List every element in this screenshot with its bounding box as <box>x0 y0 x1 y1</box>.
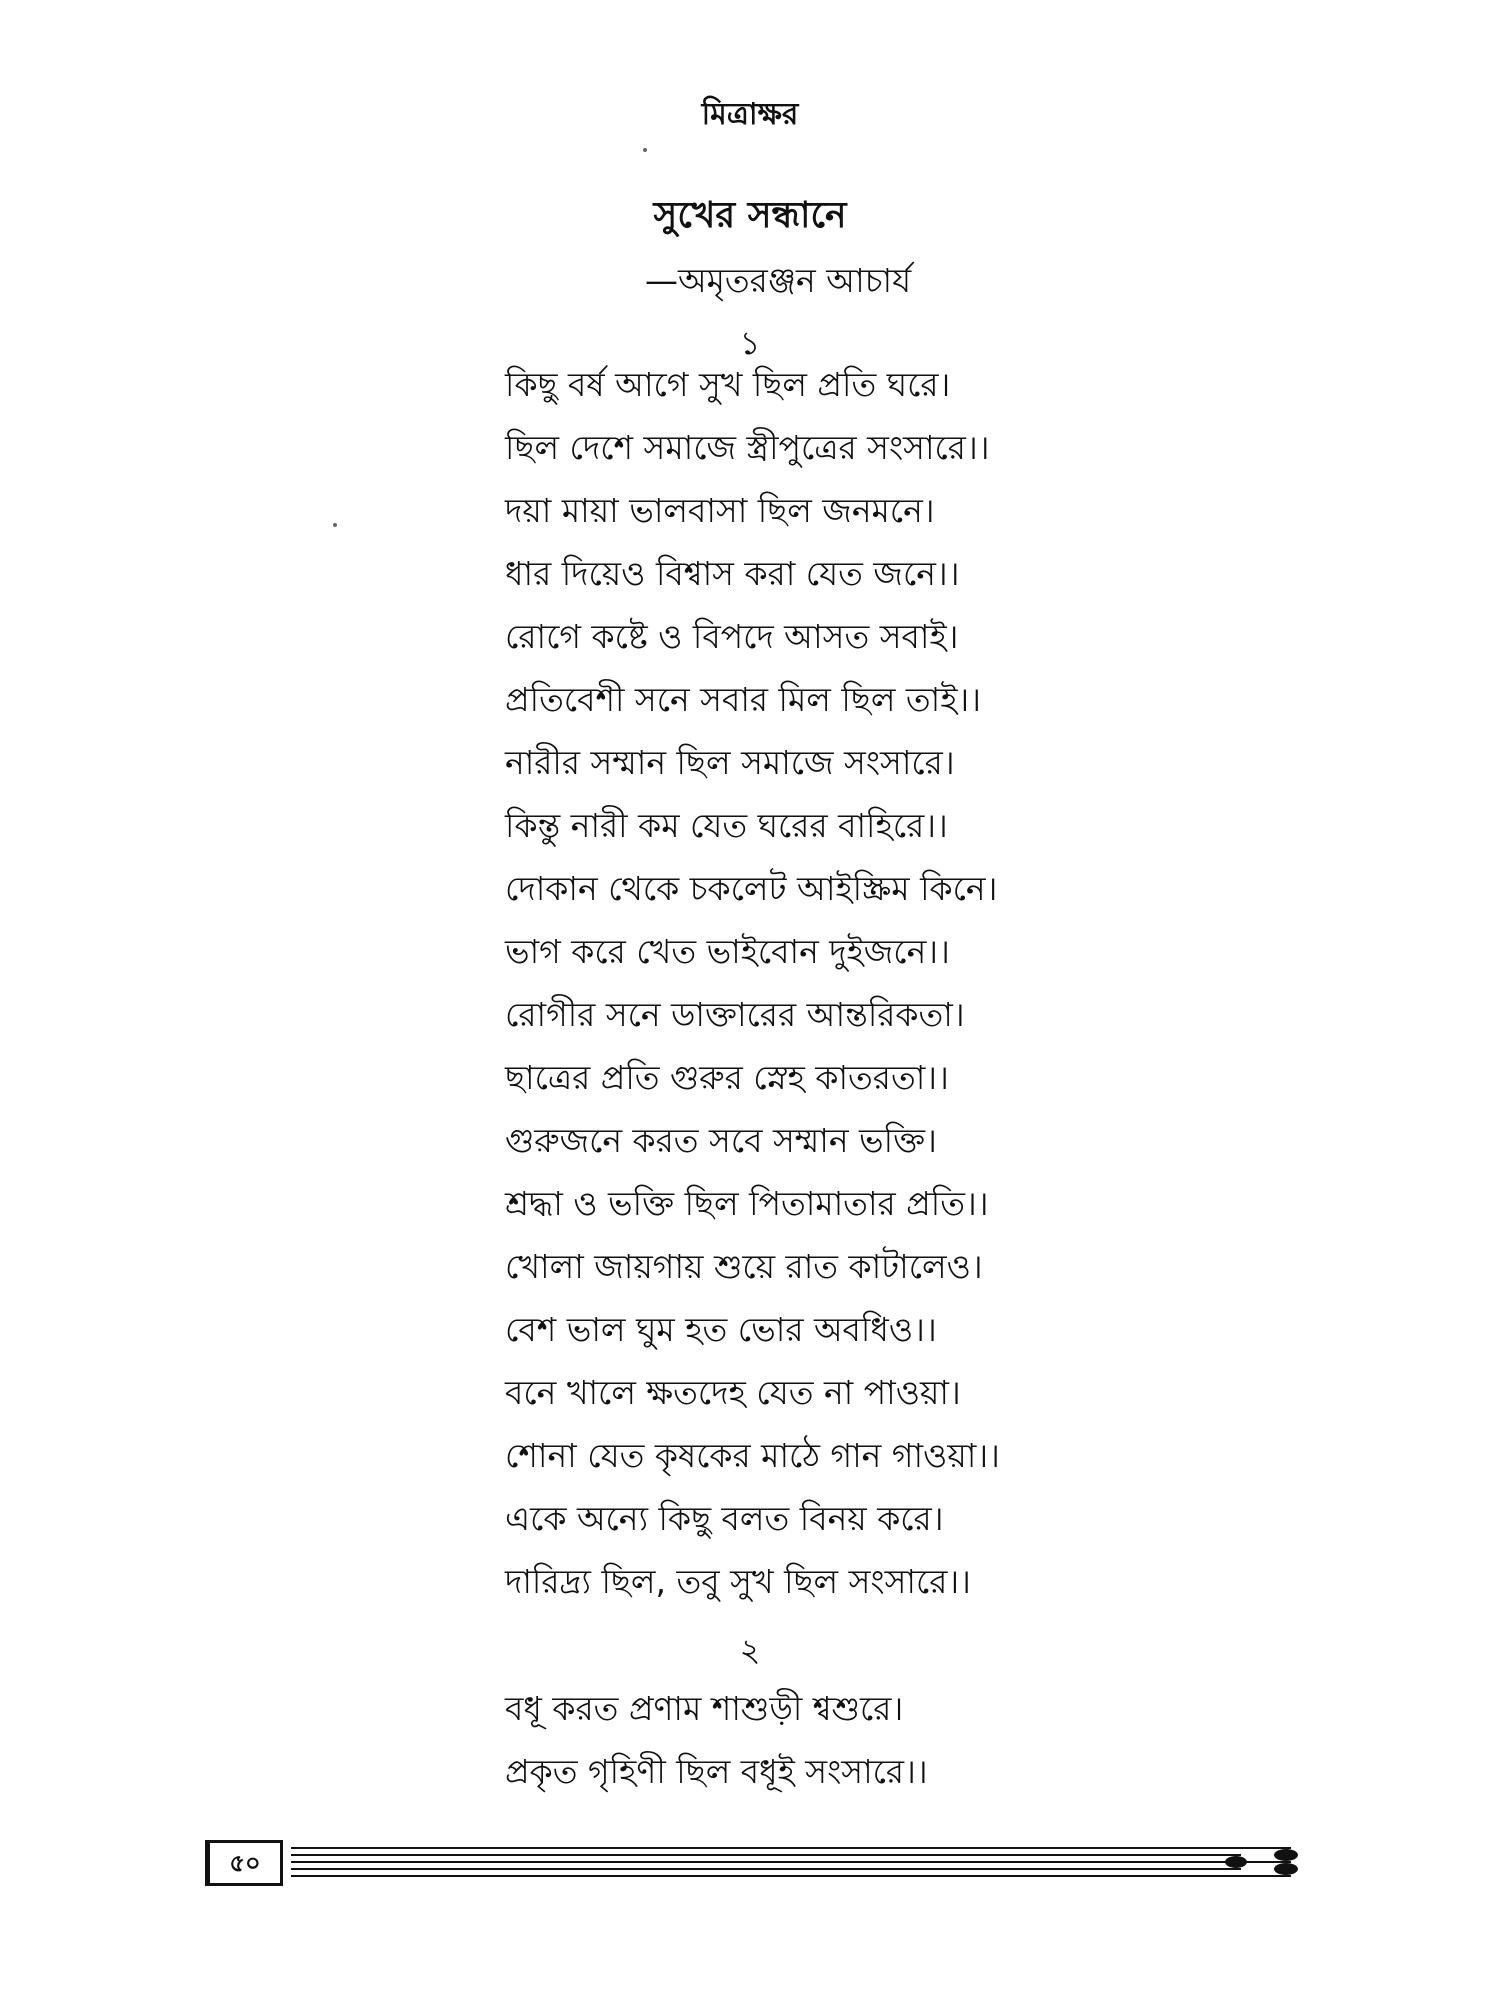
verse-line: বধূ করত প্রণাম শাশুড়ী শ্বশুরে। <box>505 1689 904 1728</box>
poem-title: সুখের সন্ধানে <box>653 195 847 236</box>
verse-line: কিন্তু নারী কম যেত ঘরের বাহিরে।। <box>505 806 948 845</box>
speck <box>333 523 337 527</box>
verse-line: দোকান থেকে চকলেট আইস্ক্রিম কিনে। <box>505 869 998 908</box>
section-number-1: ১ <box>739 324 761 362</box>
verse-line: দারিদ্র্য ছিল, তবু সুখ ছিল সংসারে।। <box>505 1562 971 1601</box>
page-footer <box>205 1840 1305 1900</box>
verse-line: বনে খালে ক্ষতদেহ যেত না পাওয়া। <box>505 1373 961 1412</box>
verse-line: একে অন্যে কিছু বলত বিনয় করে। <box>505 1499 944 1538</box>
section-number-2: ২ <box>739 1631 761 1669</box>
verse-line: প্রতিবেশী সনে সবার মিল ছিল তাই।। <box>505 680 981 719</box>
verse-line: ভাগ করে খেত ভাইবোন দুইজনে।। <box>505 932 950 971</box>
verse-line: শ্রদ্ধা ও ভক্তি ছিল পিতামাতার প্রতি।। <box>505 1184 989 1223</box>
verse-line: কিছু বর্ষ আগে সুখ ছিল প্রতি ঘরে। <box>505 365 951 404</box>
verse-line: ছাত্রের প্রতি গুরুর স্নেহ কাতরতা।। <box>505 1058 949 1097</box>
verse-section-1 <box>505 353 1405 1613</box>
running-header: মিত্রাক্ষর <box>701 97 799 132</box>
verse-line: রোগীর সনে ডাক্তারের আন্তরিকতা। <box>505 995 965 1034</box>
verse-line: প্রকৃত গৃহিণী ছিল বধূই সংসারে।। <box>505 1752 928 1791</box>
verse-line: গুরুজনে করত সবে সম্মান ভক্তি। <box>505 1121 937 1160</box>
verse-line: দয়া মায়া ভালবাসা ছিল জনমনে। <box>505 491 935 530</box>
verse-line: ধার দিয়েও বিশ্বাস করা যেত জনে।। <box>505 554 960 593</box>
speck <box>643 148 647 152</box>
verse-line: রোগে কষ্টে ও বিপদে আসত সবাই। <box>505 617 959 656</box>
verse-line: বেশ ভাল ঘুম হত ভোর অবধিও।। <box>505 1310 937 1349</box>
footer-rule-ornament <box>291 1840 1301 1886</box>
verse-section-2 <box>505 1677 1405 1803</box>
verse-line: শোনা যেত কৃষকের মাঠে গান গাওয়া।। <box>505 1436 1000 1475</box>
verse-line: ছিল দেশে সমাজে স্ত্রীপুত্রের সংসারে।। <box>505 428 990 467</box>
page-number: ৫০ <box>205 1840 283 1886</box>
poem-author: —অমৃতরঞ্জন আচার্য <box>645 261 912 300</box>
verse-line: খোলা জায়গায় শুয়ে রাত কাটালেও। <box>505 1247 983 1286</box>
verse-line: নারীর সম্মান ছিল সমাজে সংসারে। <box>505 743 955 782</box>
